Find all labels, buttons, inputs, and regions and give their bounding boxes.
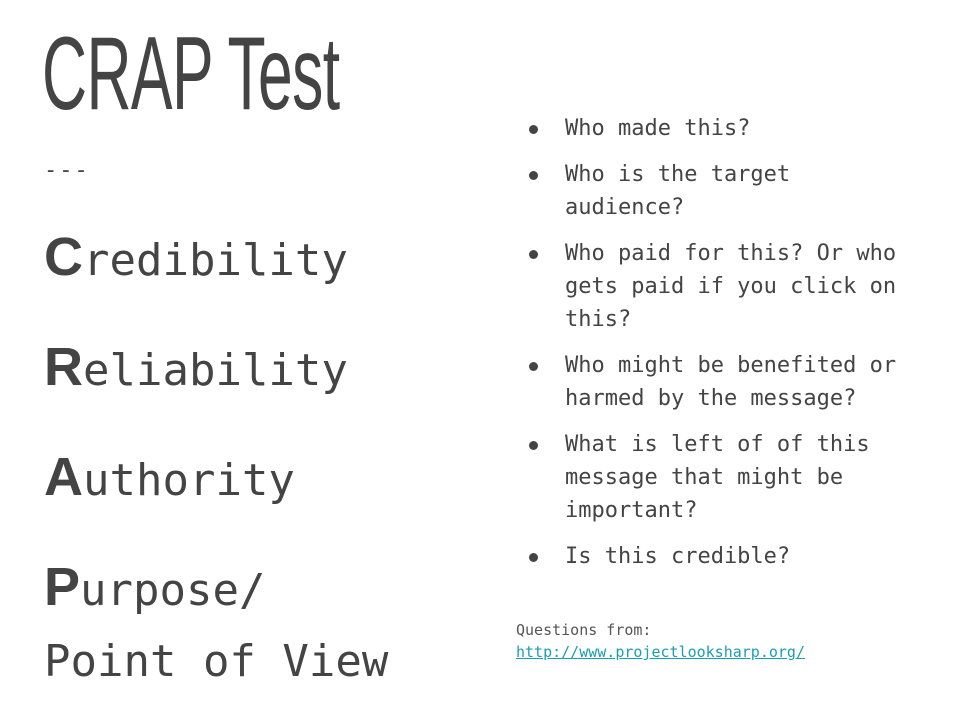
list-item	[520, 540, 920, 573]
bullet-icon	[529, 553, 538, 562]
bullet-icon	[529, 171, 538, 180]
term-initial: C	[44, 227, 83, 287]
term-rest: redibility	[83, 235, 348, 286]
term-point-of-view: Point of View	[44, 636, 389, 687]
term-rest: urpose/	[80, 565, 266, 616]
questions-list	[520, 112, 920, 586]
list-item	[520, 158, 920, 224]
source-label: Questions from:	[516, 621, 652, 639]
term-initial: R	[44, 337, 83, 397]
term-reliability	[44, 337, 348, 397]
question-text: Who might be benefited or harmed by the message?	[565, 353, 897, 411]
term-initial: P	[44, 557, 81, 617]
list-item	[520, 349, 920, 415]
source-note	[516, 619, 805, 663]
question-text: Is this credible?	[565, 544, 791, 569]
bullet-icon	[529, 441, 538, 450]
question-text: Who is the target audience?	[565, 162, 791, 220]
list-item	[520, 237, 920, 336]
slide-title: CRAP Test	[42, 16, 340, 132]
list-item	[520, 428, 920, 527]
question-text: Who made this?	[565, 116, 751, 141]
term-rest: uthority	[83, 455, 295, 506]
list-item	[520, 112, 920, 145]
source-link[interactable]: http://www.projectlooksharp.org/	[516, 643, 805, 661]
bullet-icon	[529, 250, 538, 259]
term-initial: A	[44, 447, 83, 507]
bullet-icon	[529, 125, 538, 134]
term-rest: eliability	[83, 345, 348, 396]
question-text: Who paid for this? Or who gets paid if you click on this?	[565, 241, 897, 332]
term-purpose	[44, 557, 266, 617]
question-text: What is left of of this message that might be important?	[565, 432, 870, 523]
title-divider: ---	[44, 158, 90, 183]
term-authority	[44, 447, 295, 507]
term-credibility	[44, 227, 348, 287]
bullet-icon	[529, 362, 538, 371]
